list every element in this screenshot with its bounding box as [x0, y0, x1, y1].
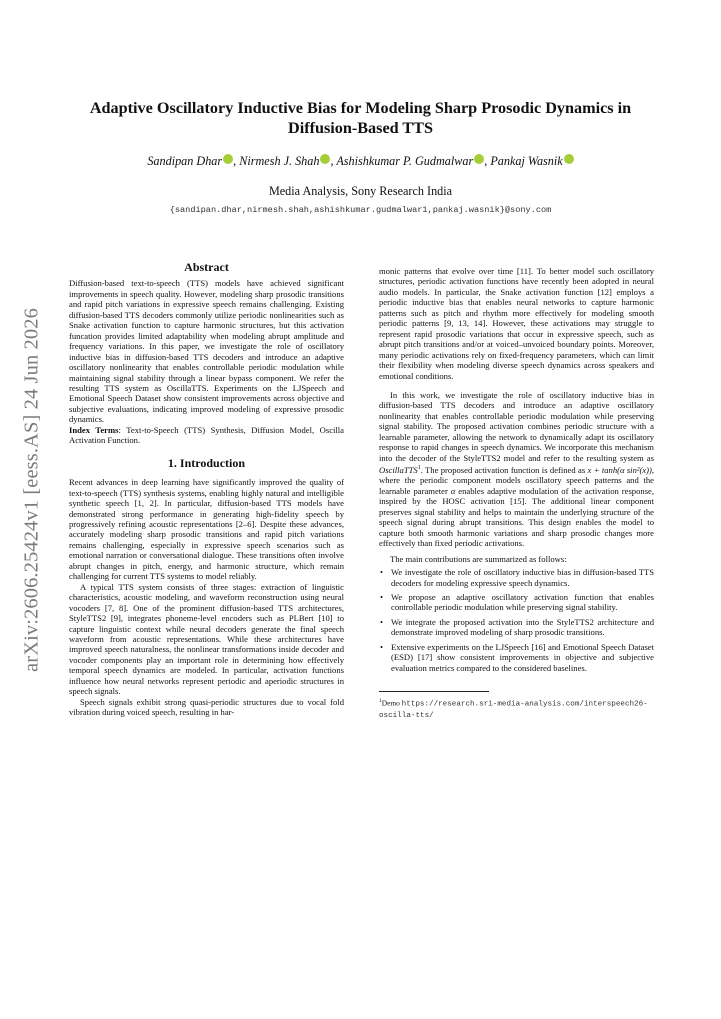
author-name: Nirmesh J. Shah [239, 154, 320, 168]
list-item: • We investigate the role of oscillatory inductive bias in diffusion-based TTS decoders for modeling expressive speech dynamics. [379, 567, 654, 588]
activation-formula: x + tanh(α sin²(x)) [587, 465, 652, 476]
paper-title [60, 98, 661, 138]
title-line-1: Adaptive Oscillatory Inductive Bias for Modeling Sharp Prosodic Dynamics in [89, 99, 632, 117]
orcid-icon[interactable] [320, 154, 330, 164]
footnote-divider [379, 691, 489, 692]
orcid-icon[interactable] [223, 154, 233, 164]
left-column [69, 262, 344, 718]
index-terms [69, 425, 344, 446]
intro-paragraph: Speech signals exhibit strong quasi-periodic structures due to vocal fold vibration during voiced speech, resulting in har- [69, 696, 344, 718]
body-paragraph: monic patterns that evolve over time [11]. To better model such oscillatory structures, periodic activation functions have recently been adopted in neural audio models. In particular, the Snake activation function [12] employs a periodic inductive bias that enables neural networks to capture harmonic patterns such as pitch and rhythm more effectively for modeling smooth periodic patterns [9, 13, 14]. However, these activations may struggle to represent rapid prosodic variations that occur in expressive speech, such as abrupt pitch transitions and/or at voiced–unvoiced boundary points. Moreover, many periodic activations rely on fixed-frequency parameters, which can limit their flexibility when modeling diverse speech dynamics across speakers and emotional conditions. [379, 266, 654, 381]
author-list: Sandipan Dhar , Nirmesh J. Shah , Ashishkumar P. Gudmalwar , Pankaj Wasnik [60, 154, 661, 169]
orcid-icon[interactable] [474, 154, 484, 164]
right-column [379, 266, 654, 721]
footnote [379, 696, 654, 720]
intro-heading: 1. Introduction [167, 455, 246, 470]
intro-paragraph: A typical TTS system consists of three stages: extraction of linguistic characteristics, acoustic modeling, and waveform reconstruction using neural vocoders [7, 8]. One of the prominent diffusion-based TTS architectures, StyleTTS2 [9], integrates phoneme-level encoders such as PLBert [10] to capture linguistic context while neural decoders generate the final speech waveform from acoustic representations. While these architectures have improved speech naturalness, the nonlinear transformations inside decoder and vocoder components play an important role in determining how effectively temporal speech dynamics are modeled. In particular, activation functions influence how neural networks represent periodic and aperiodic structures in speech signals. [69, 581, 344, 697]
text-run: In this work, we investigate the role of oscillatory inductive bias in diffusion-based TTS decoders and introduce an adaptive oscillatory nonlinearity that enables controllable periodic modulation while preserving signal stability. The proposed activation combines periodic structure with a learnable parameter, allowing the network to dynamically adapt its oscillatory response to rapid changes in speech dynamics. We incorporate this mechanism into the decoder of the StyleTTS2 model and refer to the resulting system as [379, 389, 654, 463]
arxiv-stamp [12, 290, 52, 690]
index-terms-label: Index Terms [69, 424, 119, 435]
abstract-heading: Abstract [184, 260, 229, 274]
footnote-ref[interactable]: 1 [417, 465, 421, 472]
index-terms-text: : Text-to-Speech (TTS) Synthesis, Diffusion Model, Oscilla Activation Function. [69, 424, 344, 446]
author-name: Ashishkumar P. Gudmalwar [336, 154, 474, 168]
text-run: , where the periodic component models oscillatory speech patterns and the learnable parameter [379, 465, 655, 496]
list-item: • We propose an adaptive oscillatory activation function that enables controllable periodic modulation while preserving signal stability. [379, 592, 654, 613]
alpha-symbol: α [450, 485, 456, 496]
footnote-mark: 1 [379, 698, 382, 705]
title-line-2: Diffusion-Based TTS [288, 119, 433, 137]
text-run: enables adaptive modulation of the activation response, inspired by the HOSC activation [15]. The additional linear component preserves signal stability and helps to maintain the underlying structure of the speech signal during abrupt transitions. This design enables the model to capture both smooth harmonic variations and sharp prosodic changes more effectively than fixed periodic activations. [379, 485, 654, 549]
text-run: . The proposed activation function is defined as [420, 465, 588, 476]
arxiv-stamp-text: arXiv:2606.25424v1 [eess.AS] 24 Jun 2026 [20, 308, 43, 672]
body-paragraph: The main contributions are summarized as follows: [390, 553, 567, 564]
author-name: Sandipan Dhar [147, 154, 223, 168]
abstract-text: Diffusion-based text-to-speech (TTS) models have achieved significant improvements in speech quality. However, modeling sharp prosodic transitions and rapid pitch variations in expressive speech remains challenging. Existing diffusion-based TTS decoders commonly utilize periodic nonlinearities such as Snake activation function to capture harmonic structures, but this activation funcation provides limited adaptability when modeling abrupt amplitude and frequency variations. In this paper, we investigate the role of oscillatory inductive bias in diffusion-based TTS decoders and introduce an adaptive oscillatory nonlinearity that enables controllable periodic modulation while maintaining signal stability through a linear bypass component. We refer the resulting TTS system as OscillaTTS. Experiments on the LJSpeech and Emotional Speech Dataset show consistent improvements across objective and subjective evaluations, indicating improved modeling of expressive prosodic dynamics. [69, 278, 344, 425]
author-emails: {sandipan.dhar,nirmesh.shah,ashishkumar.gudmalwar1,pankaj.wasnik}@sony.com [169, 205, 552, 215]
footnote-label: Demo [381, 698, 402, 708]
body-paragraph [379, 390, 654, 549]
affiliation: Media Analysis, Sony Research India [268, 184, 453, 198]
author-name: Pankaj Wasnik [490, 154, 563, 168]
list-item: • We integrate the proposed activation into the StyleTTS2 architecture and demonstrate improved modeling of sharp prosodic transitions. [379, 617, 654, 638]
system-name: OscillaTTS [379, 465, 418, 476]
demo-link[interactable]: https://research.sri-media-analysis.com/interspeech26-oscilla-tts/ [379, 700, 648, 720]
list-item: • Extensive experiments on the LJSpeech [16] and Emotional Speech Dataset (ESD) [17] show consistent improvements in objective and subjective evaluation metrics compared to the considered baselines. [379, 642, 654, 673]
intro-paragraph: Recent advances in deep learning have significantly improved the quality of text-to-speech (TTS) synthesis systems, enabling highly natural and intelligible synthetic speech [1, 2]. In particular, diffusion-based TTS models have demonstrated strong performance in generating high-fidelity speech by progressively refining acoustic representations [2–6]. Despite these advances, accurately modeling sharp prosodic transitions and rapid pitch variations remains challenging, especially in expressive speech scenarios such as emotional narration or conversational dialogue. These transitions often involve abrupt changes in pitch, energy, and harmonic structure, which remain challenging for current TTS systems to model reliably. [69, 477, 344, 582]
contribution-list [379, 567, 654, 673]
orcid-icon[interactable] [564, 154, 574, 164]
